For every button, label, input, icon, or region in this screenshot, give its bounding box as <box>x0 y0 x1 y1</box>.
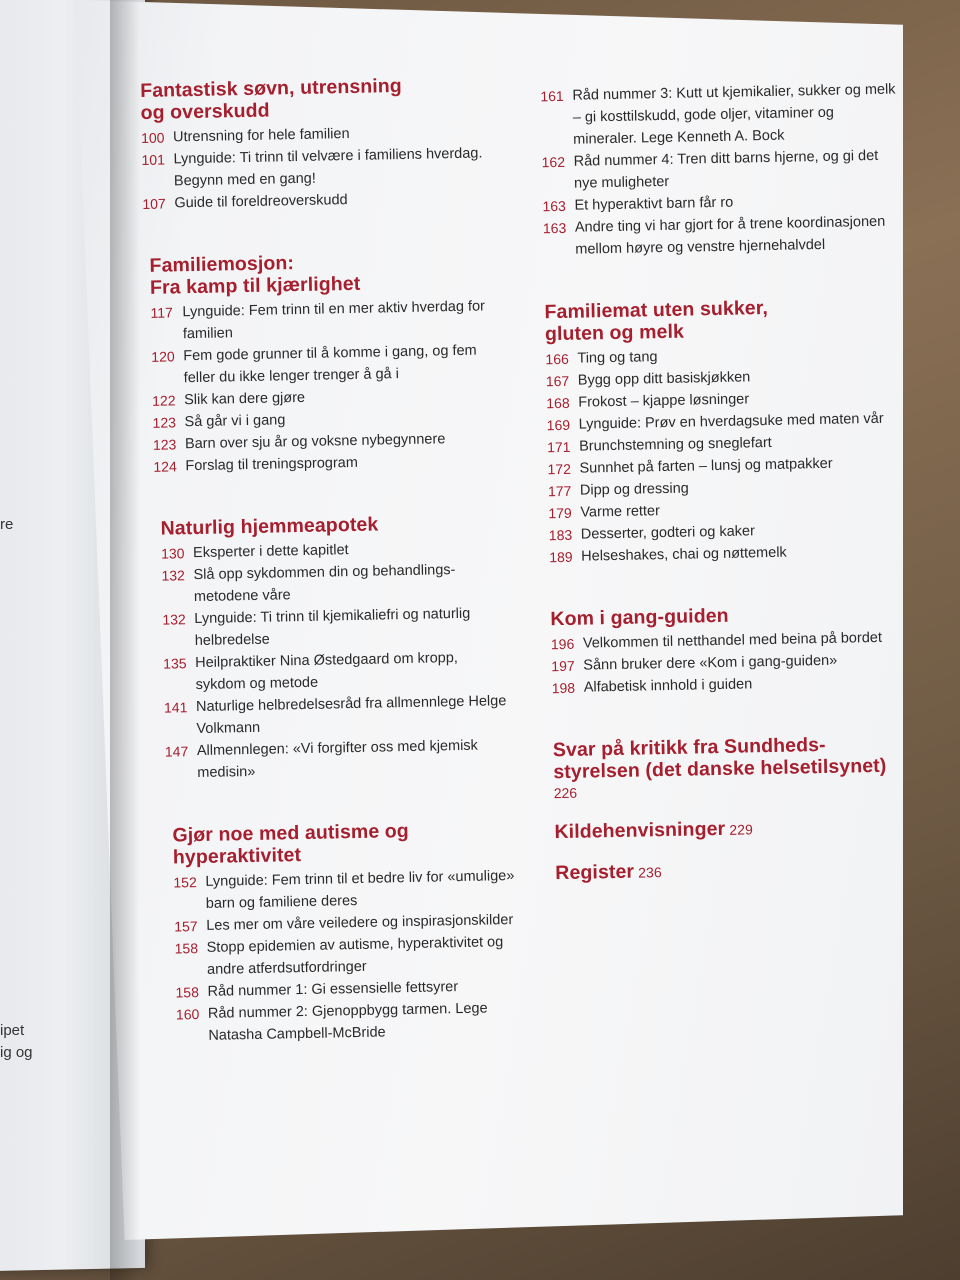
entry-page-number: 123 <box>152 414 177 431</box>
entry-title: Brunchstemning og sneglefart <box>578 434 772 455</box>
entry-title: Slå opp sykdommen din og behandlings-metodene våre <box>193 562 456 606</box>
entry-page-number: 197 <box>551 657 575 675</box>
entry-page-number: 147 <box>164 743 189 760</box>
spine-shadow <box>110 0 140 1280</box>
toc-entry <box>540 78 901 151</box>
section-heading <box>149 248 504 299</box>
entry-page-number: 163 <box>542 197 567 215</box>
entry-title: Sånn bruker dere «Kom i gang-guiden» <box>583 652 838 674</box>
toc-section <box>149 248 507 478</box>
heading-line: Svar på kritikk fra Sundheds- <box>552 733 826 762</box>
toc-entry <box>543 210 904 261</box>
entry-title: Råd nummer 3: Kutt ut kjemikalier, sukker og melk – gi kosttilskudd, gode oljer, vitaminer og mineraler. Lege Kenneth A. Bock <box>572 81 896 148</box>
toc-entry <box>164 690 513 741</box>
entry-title: Les mer om våre veiledere og inspirasjonskilder <box>206 911 514 934</box>
entry-title: Dipp og dressing <box>579 480 689 499</box>
entry-title: Desserter, godteri og kaker <box>580 523 756 543</box>
toc-entry <box>176 997 519 1048</box>
section-heading <box>544 294 905 345</box>
toc-entry <box>165 734 514 785</box>
entry-page-number: 162 <box>541 153 566 171</box>
entry-page-number: 198 <box>551 679 576 697</box>
entry-title: Råd nummer 1: Gi essensielle fettsyrer <box>207 979 459 1000</box>
page-number: 236 <box>637 864 662 881</box>
entry-title: Utrensning for hele familien <box>172 125 350 146</box>
toc-left-column <box>140 73 519 1088</box>
heading-text: Kildehenvisninger <box>554 817 726 844</box>
entry-page-number: 120 <box>151 348 175 365</box>
section-heading <box>553 732 914 783</box>
heading-line: Naturlig hjemmeapotek <box>160 513 379 540</box>
heading-line: Gjør noe med autisme og <box>172 819 410 847</box>
page-number: 226 <box>553 784 578 802</box>
entry-page-number: 117 <box>150 304 173 321</box>
entry-title: Guide til foreldreoverskudd <box>174 192 348 212</box>
entry-page-number: 124 <box>153 458 177 475</box>
entry-title: Slik kan dere gjøre <box>184 389 306 409</box>
entry-title: Bygg opp ditt basiskjøkken <box>577 369 751 389</box>
entry-page-number: 160 <box>175 1006 200 1023</box>
entry-title: Forslag til treningsprogram <box>185 454 359 475</box>
toc-entries <box>545 341 909 568</box>
entry-page-number: 123 <box>152 436 177 453</box>
toc-section <box>550 601 912 699</box>
heading-line: styrelsen (det danske helsetilsynet) <box>553 754 887 784</box>
entry-page-number: 163 <box>542 219 567 237</box>
entry-page-number: 157 <box>174 918 198 935</box>
toc-section <box>160 511 513 785</box>
entry-page-number: 177 <box>547 482 572 500</box>
entry-page-number: 172 <box>547 460 572 478</box>
toc-entry <box>141 142 502 193</box>
entry-page-number: 168 <box>546 394 570 412</box>
entry-page-number: 158 <box>174 940 199 957</box>
table-of-contents <box>140 65 959 1080</box>
entry-page-number: 166 <box>545 350 569 368</box>
entry-page-number: 135 <box>163 655 187 672</box>
toc-entry <box>161 558 510 609</box>
entry-page-number: 171 <box>546 438 571 456</box>
heading-line: Fra kamp til kjærlighet <box>149 272 361 299</box>
toc-section-register <box>555 855 915 885</box>
entry-title: Alfabetisk innhold i guiden <box>583 676 753 696</box>
entry-page-number: 167 <box>545 372 570 390</box>
entry-title: Lynguide: Ti trinn til kjemikaliefri og naturlig helbredelse <box>194 605 471 650</box>
entry-title: Ting og tang <box>577 349 658 367</box>
toc-entry <box>173 865 516 916</box>
toc-entry <box>174 931 517 982</box>
toc-section <box>140 73 503 215</box>
heading-line: hyperaktivitet <box>172 844 302 869</box>
heading-line: Kom i gang-guiden <box>550 604 729 631</box>
entry-title: Fem gode grunner til å komme i gang, og fem feller du ikke lenger trenger å gå i <box>183 342 477 387</box>
entry-page-number: 152 <box>173 874 197 891</box>
heading-line: Familiemat uten sukker, <box>544 296 769 324</box>
toc-right-column <box>540 75 916 903</box>
entry-page-number: 169 <box>546 416 571 434</box>
entry-page-number: 189 <box>549 548 573 566</box>
toc-section-continued <box>540 78 903 261</box>
toc-entries <box>551 626 912 699</box>
section-heading <box>554 814 914 844</box>
toc-entries <box>540 78 903 261</box>
heading-line: Fantastisk søvn, utrensning <box>140 74 403 102</box>
entry-title: Helseshakes, chai og nøttemelk <box>581 544 787 565</box>
entry-title: Råd nummer 2: Gjenoppbygg tarmen. Lege Natasha Campbell-McBride <box>207 1000 488 1044</box>
toc-entry <box>541 144 902 195</box>
left-page-fragment: re <box>0 516 14 533</box>
toc-section-svar <box>553 732 914 803</box>
entry-page-number: 196 <box>550 635 575 653</box>
toc-right-sections <box>544 294 912 699</box>
entry-title: Sunnhet på farten – lunsj og matpakker <box>579 455 833 477</box>
section-heading <box>550 601 910 630</box>
toc-entries <box>150 295 507 478</box>
toc-section <box>172 818 518 1048</box>
entry-page-number: 107 <box>142 195 166 212</box>
toc-entry <box>151 339 506 390</box>
entry-title: Lynguide: Fem trinn til et bedre liv for «umulige» barn og familiene deres <box>205 867 515 912</box>
entry-title: Så går vi i gang <box>184 412 286 431</box>
entry-title: Frokost – kjappe løsninger <box>578 391 750 411</box>
entry-page-number: 130 <box>160 545 185 562</box>
toc-entry <box>150 295 505 346</box>
entry-page-number: 183 <box>548 526 573 544</box>
toc-entry <box>162 602 511 653</box>
section-heading <box>160 511 508 540</box>
toc-section-kilder <box>554 814 914 844</box>
entry-title: Stopp epidemien av autisme, hyperaktivitet og andre atferdsutfordringer <box>206 934 504 978</box>
entry-title: Lynguide: Prøv en hverdagsuke med maten vår <box>578 410 884 433</box>
page-number: 229 <box>729 821 754 838</box>
entry-page-number: 158 <box>175 984 200 1001</box>
section-heading <box>140 73 501 124</box>
entry-title: Varme retter <box>580 503 661 521</box>
entry-page-number: 132 <box>161 567 186 584</box>
heading-text: Register <box>555 860 635 885</box>
entry-title: Et hyperaktivt barn får ro <box>574 194 734 214</box>
heading-line: Familiemosjon: <box>149 252 295 277</box>
toc-section <box>544 294 909 568</box>
entry-title: Barn over sju år og voksne nybegynnere <box>184 431 446 453</box>
entry-page-number: 141 <box>163 699 188 716</box>
entry-title: Lynguide: Fem trinn til en mer aktiv hverdag for familien <box>182 298 486 343</box>
entry-title: Råd nummer 4: Tren ditt barns hjerne, og gi det nye muligheter <box>573 147 879 192</box>
entry-page-number: 101 <box>141 151 166 168</box>
entry-title: Velkommen til netthandel med beina på bordet <box>582 629 883 652</box>
entry-title: Andre ting vi har gjort for å trene koordinasjonen mellom høyre og venstre hjernehalvdel <box>574 213 886 258</box>
toc-entry <box>163 646 512 697</box>
entry-title: Eksperter i dette kapitlet <box>192 542 349 562</box>
entry-title: Naturlige helbredelsesråd fra allmennlege Helge Volkmann <box>195 693 507 738</box>
heading-line: gluten og melk <box>544 320 685 346</box>
toc-entries <box>161 536 514 785</box>
toc-entries <box>141 120 503 215</box>
toc-entries <box>173 865 518 1048</box>
entry-page-number: 100 <box>140 129 165 146</box>
entry-title: Allmennlegen: «Vi forgifter oss med kjemisk medisin» <box>196 737 478 782</box>
left-page-fragment: ipet <box>0 1022 25 1039</box>
entry-title: Lynguide: Ti trinn til velvære i familiens hverdag. Begynn med en gang! <box>173 145 483 190</box>
entry-title: Heilpraktiker Nina Østedgaard om kropp, sykdom og metode <box>195 650 459 694</box>
entry-page-number: 161 <box>540 87 564 105</box>
heading-line: og overskudd <box>140 99 270 124</box>
entry-page-number: 122 <box>152 392 176 409</box>
entry-page-number: 179 <box>548 504 572 522</box>
entry-page-number: 132 <box>162 611 186 628</box>
left-page-fragment: ig og <box>0 1044 33 1061</box>
section-heading <box>555 855 915 885</box>
section-heading <box>172 818 515 869</box>
